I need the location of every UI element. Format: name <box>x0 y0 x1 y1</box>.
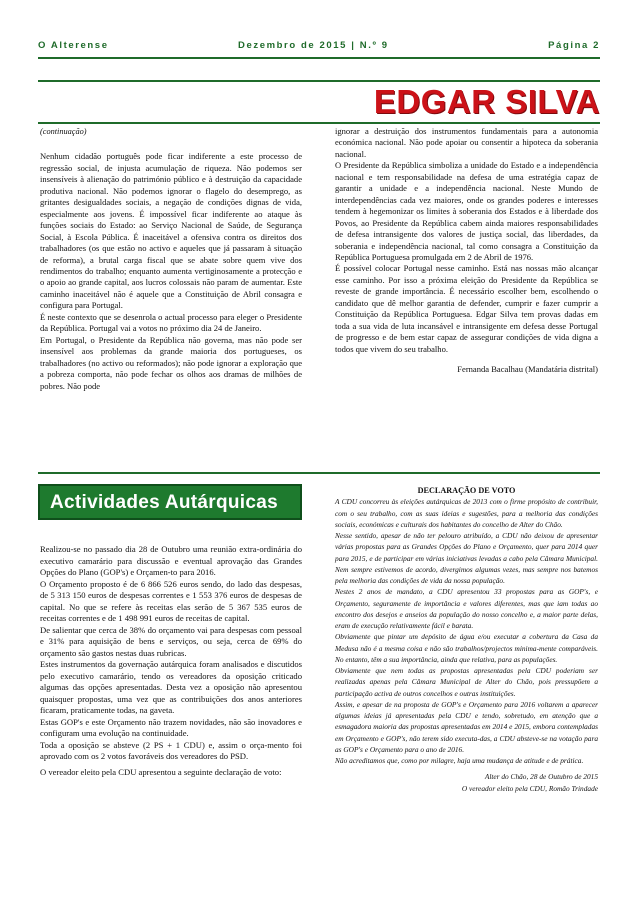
issue-date: Dezembro de 2015 | N.º 9 <box>238 40 389 51</box>
article-column-left <box>40 126 302 392</box>
title-top-divider <box>38 80 600 82</box>
vote-declaration <box>335 485 598 794</box>
continuation-note: (continuação) <box>40 127 87 136</box>
section-paragraph: Toda a oposição se absteve (2 PS + 1 CDU) e, assim o orça-mento foi aprovado com os 2 votos favoráveis dos vereadores do PSD. <box>40 739 302 761</box>
publication-name: O Alterense <box>38 40 109 51</box>
declaration-paragraph: Não acreditamos que, como por milagre, haja uma mudança de atitude e de prática. <box>335 756 584 765</box>
article-paragraph: O Presidente da República simboliza a unidade do Estado e a independência nacional e tem responsabilidade na defesa de uma estratégia capaz de garantir a unidade e a independência nacional. Neste Mundo de interdependências cada vez maiores, onde os grandes poderes e interesses tendem à hegemonizar os limites à soberania dos Estados e à liberdade dos Povos, ao Presidente da República cabem ainda maiores responsabilidades de defesa intransigente dos valores de justiça social, das liberdades, da soberania e independência nacional, tal como consagra a Constituição da República Portuguesa promulgada em 2 de Abril de 1976. <box>335 160 598 262</box>
declaration-paragraph: Nesse sentido, apesar de não ter pelouro atribuído, a CDU não deixou de apresentar várias propostas para as Grandes Opções do Plano e Orçamento, quer para 2014 quer para 2015, e de participar em várias iniciativas levadas a cabo pela Câmara Municipal. Nem sempre estivemos de acordo, divergimos algumas vezes, mas sempre nos batemos pela melhoria das condições de vida da nossa população. <box>335 531 598 585</box>
declaration-place-date: Alter do Chão, 28 de Outubro de 2015 <box>484 772 598 782</box>
declaration-paragraph: Assim, e apesar de na proposta de GOP's e Orçamento para 2016 voltarem a aparecer algumas ideias já apresentadas pela CDU e tendo, sobretudo, em atenção que a esmagadora maioria das propostas apresentadas em 2014 e 2015, embora contempladas em Orçamento e GOP's, não terem sido executa-das, a CDU absteve-se na votação para as GOP's e Orçamento para o ano de 2016. <box>335 699 598 754</box>
article-title: EDGAR SILVA <box>373 83 600 120</box>
title-bottom-divider <box>38 122 600 124</box>
declaration-paragraph: Obviamente que pintar um depósito de água e/ou executar a cobertura da Casa da Medusa não é a mesma coisa e não são trabalhos/projectos minima-mente comparáveis. No entanto, têm a sua importância, ainda que relativa, para as populações. <box>335 632 598 664</box>
section-paragraph: Estas GOP's e este Orçamento não trazem novidades, não são inovadores e configuram uma evolução na continuidade. <box>40 716 302 738</box>
declaration-paragraph: Nestes 2 anos de mandato, a CDU apresentou 33 propostas para as GOP's, e Orçamento, seguramente de importância e valores diferentes, mas que iam todas ao encontro dos desejos e anseios da população do nosso concelho e, a maior parte delas, eram de execução relativamente fácil e barata. <box>335 587 598 630</box>
section-paragraph: De salientar que cerca de 38% do orçamento vai para despesas com pessoal e 31% para aquisição de bens e serviços, ou seja, cerca de 69% do orçamento são gastos nestas duas rubricas. <box>40 624 302 658</box>
section-paragraph: O vereador eleito pela CDU apresentou a seguinte declaração de voto: <box>40 766 282 777</box>
header-divider <box>38 57 600 59</box>
section-paragraph: Realizou-se no passado dia 28 de Outubro uma reunião extra-ordinária do executivo camarário para discussão e eventual aprovação das Grandes Opções do Plano (GOP's) e Orçamen-to para 2016. <box>40 544 302 577</box>
declaration-paragraph: A CDU concorreu às eleições autárquicas de 2013 com o firme propósito de contribuir, com o seu trabalho, com as suas ideias e sugestões, para a melhoria das condições sociais, económicas e culturais dos habitantes do concelho de Alter do Chão. <box>335 497 598 529</box>
declaration-signer: O vereador eleito pela CDU, Romão Trindade <box>461 783 598 793</box>
page-header <box>38 40 600 54</box>
article-paragraph: É possível colocar Portugal nesse caminho. Está nas nossas mão alcançar esse caminho. Por isso a próxima eleição do Presidente da República se reveste de grande importância. É necessário escolher bem, escolhendo o candidato que dê melhor garantia de defender, cumprir e fazer cumprir a Constituição da República Portuguesa. Edgar Silva tem provas dadas em toda a sua vida de luta incansável e intransigente em defesa desse Portugal de progresso e de bem estar capaz de assegurar condições de vida digna a todos que vivem do seu trabalho. <box>335 263 598 354</box>
page-number: Página 2 <box>548 40 600 51</box>
section-title: Actividades Autárquicas <box>50 492 278 513</box>
section-divider <box>38 472 600 474</box>
article-paragraph: É neste contexto que se desenrola o actual processo para eleger o Presidente da República. Portugal vai a votos no próximo dia 24 de Janeiro. <box>40 311 302 334</box>
declaration-paragraph: Obviamente que nem todas as propostas apresentadas pela CDU poderiam ser realizadas apenas pela Câmara Municipal de Alter do Chão, pois pressupõem a participação activa de outros concelhos e outras instituições. <box>335 666 598 698</box>
section-paragraph: O Orçamento proposto é de 6 866 526 euros sendo, do lado das despesas, de 5 313 150 euros de despesas correntes e 1 553 376 euros de despesas de capital. No que se refere às receitas elas serão de 5 367 535 euros de receitas correntes e de 1 498 991 euros de receitas de capital. <box>40 578 302 623</box>
article-paragraph: Em Portugal, o Presidente da República não governa, mas não pode ser insensível aos problemas da grande maioria dos portugueses, os trabalhadores (no activo ou reformados); não pode ignorar a exploração que a pobreza comporta, não pode fechar os olhos aos dramas de milhões de pobres. Não pode <box>40 334 302 391</box>
section-banner <box>38 484 302 520</box>
article-paragraph: ignorar a destruição dos instrumentos fundamentais para a autonomia económica nacional. Não pode apoiar ou consentir a hipoteca da soberania nacional. <box>335 126 598 159</box>
article-column-right <box>335 126 598 376</box>
section-body <box>40 544 302 778</box>
section-paragraph: Estes instrumentos da governação autárquica foram analisados e discutidos pelo executivo camarário, tendo os vereadores da oposição criticado algumas das opções apresentadas. Desta vez a oposição não apresentou quaisquer propostas, uma vez que as contribuições dos anos anteriores ficaram, praticamente todas, na gaveta. <box>40 659 302 715</box>
article-signature: Fernanda Bacalhau (Mandatária distrital) <box>457 364 598 375</box>
declaration-title: DECLARAÇÃO DE VOTO <box>417 486 516 495</box>
article-paragraph: Nenhum cidadão português pode ficar indiferente a este processo de regressão social, de injusta acumulação de riqueza. Não podemos ser insensíveis à alienação do património público e à destruição da capacidade produtiva nacional. Não podemos ignorar o flagelo do desemprego, as gritantes desigualdades sociais, a negação de condições dignas de vida, especialmente aos jovens. É impossível ficar indiferente ao ataque às funções sociais do Estado: ao Serviço Nacional de Saúde, de Segurança Social, à Escola Pública. É inaceitável a ofensiva contra os direitos dos trabalhadores (os que estão no activo e aqueles que já passaram à situação de reforma), a brutal carga fiscal que se abate sobre quem vive dos rendimentos do trabalho; enquanto aumenta vertiginosamente a protecção e o apoio ao grande capital, aos lucros colossais não param de aumentar. Este caminho inaceitável não é aquele que a Constituição de Abril consagra e configura para Portugal. <box>40 151 302 311</box>
